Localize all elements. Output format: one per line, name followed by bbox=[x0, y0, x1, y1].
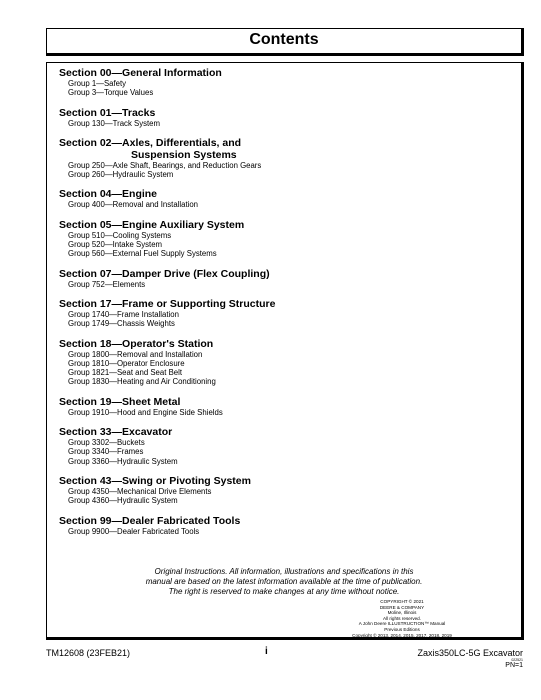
section-title-continuation: Suspension Systems bbox=[131, 148, 237, 161]
section-entry bbox=[59, 396, 499, 417]
copyright-line: Previous Editions bbox=[384, 626, 420, 632]
section-entry bbox=[59, 67, 499, 98]
page-number: i bbox=[265, 646, 268, 657]
disclaimer-line: The right is reserved to make changes at any time without notice. bbox=[168, 587, 400, 596]
section-entry bbox=[59, 219, 499, 259]
group-entry[interactable]: Group 752—Elements bbox=[68, 279, 146, 289]
group-entry[interactable]: Group 250—Axle Shaft, Bearings, and Reduction Gears bbox=[68, 160, 262, 170]
copyright-line: Copyright © 2013, 2014, 2015, 2017, 2018, 2019 bbox=[352, 632, 452, 638]
section-title-text: Section 07—Damper Drive (Flex Coupling) bbox=[59, 267, 270, 280]
section-title-text: Section 99—Dealer Fabricated Tools bbox=[59, 514, 241, 527]
section-title-text: Section 19—Sheet Metal bbox=[59, 395, 181, 408]
section-entry bbox=[59, 426, 499, 466]
group-entry[interactable]: Group 1800—Removal and Installation bbox=[68, 349, 203, 359]
section-entry bbox=[59, 515, 499, 536]
section-entry bbox=[59, 338, 499, 387]
section-title-text: Section 43—Swing or Pivoting System bbox=[59, 474, 251, 487]
copyright-line: All rights reserved. bbox=[382, 615, 422, 621]
section-title-text: Section 00—General Information bbox=[59, 67, 222, 79]
contents-header-box bbox=[46, 28, 524, 56]
section-title[interactable] bbox=[59, 107, 499, 119]
group-entry[interactable]: Group 510—Cooling Systems bbox=[68, 230, 172, 240]
group-entry[interactable]: Group 3302—Buckets bbox=[68, 438, 145, 448]
section-title[interactable] bbox=[59, 426, 499, 438]
disclaimer bbox=[47, 567, 521, 597]
page-title: Contents bbox=[249, 31, 319, 48]
section-title[interactable] bbox=[59, 475, 499, 487]
section-title-text: Section 33—Excavator bbox=[59, 426, 173, 439]
section-title[interactable] bbox=[59, 219, 499, 231]
pn-label: PN=1 bbox=[505, 662, 523, 669]
group-entry[interactable]: Group 3360—Hydraulic System bbox=[68, 456, 178, 466]
group-entry[interactable]: Group 1830—Heating and Air Conditioning bbox=[68, 377, 216, 387]
group-entry[interactable]: Group 1910—Hood and Engine Side Shields bbox=[68, 407, 223, 417]
group-entry[interactable]: Group 4350—Mechanical Drive Elements bbox=[68, 486, 212, 496]
section-title[interactable] bbox=[59, 67, 499, 79]
section-title[interactable] bbox=[59, 298, 499, 310]
group-entry[interactable]: Group 400—Removal and Installation bbox=[68, 200, 199, 210]
copyright-line: Moline, Illinois bbox=[387, 610, 417, 616]
copyright-notice bbox=[297, 599, 507, 638]
group-entry[interactable]: Group 3340—Frames bbox=[68, 447, 144, 457]
section-title[interactable] bbox=[59, 137, 499, 161]
group-entry[interactable]: Group 1740—Frame Installation bbox=[68, 309, 179, 319]
section-entry bbox=[59, 475, 499, 506]
group-entry[interactable]: Group 9900—Dealer Fabricated Tools bbox=[68, 526, 200, 536]
section-entry bbox=[59, 107, 499, 128]
group-entry[interactable]: Group 1749—Chassis Weights bbox=[68, 319, 175, 329]
group-entry[interactable]: Group 1821—Seat and Seat Belt bbox=[68, 368, 182, 378]
section-title[interactable] bbox=[59, 515, 499, 527]
contents-box bbox=[46, 62, 524, 640]
manual-id: TM12608 (23FEB21) bbox=[46, 648, 131, 658]
group-entry[interactable]: Group 1810—Operator Enclosure bbox=[68, 358, 185, 368]
section-title[interactable] bbox=[59, 268, 499, 280]
section-list bbox=[59, 67, 499, 545]
section-title[interactable] bbox=[59, 338, 499, 350]
section-entry bbox=[59, 298, 499, 329]
group-entry[interactable]: Group 1—Safety bbox=[68, 79, 127, 88]
copyright-line: A John Deere ILLUSTRUCTION™ Manual bbox=[358, 621, 446, 627]
group-entry[interactable]: Group 560—External Fuel Supply Systems bbox=[68, 249, 217, 259]
machine-model bbox=[417, 648, 523, 670]
group-entry[interactable]: Group 3—Torque Values bbox=[68, 88, 154, 98]
section-title-text: Section 04—Engine bbox=[59, 188, 158, 201]
section-title-text: Section 01—Tracks bbox=[59, 106, 156, 119]
group-entry[interactable]: Group 130—Track System bbox=[68, 118, 161, 128]
section-entry bbox=[59, 188, 499, 209]
machine-model-name: Zaxis350LC-5G Excavator bbox=[417, 648, 523, 658]
section-title-text: Section 18—Operator's Station bbox=[59, 337, 214, 350]
section-title[interactable] bbox=[59, 396, 499, 408]
group-entry[interactable]: Group 520—Intake System bbox=[68, 240, 163, 250]
copyright-line: COPYRIGHT © 2021 bbox=[380, 599, 424, 604]
section-title-text: Section 02—Axles, Differentials, and bbox=[59, 136, 242, 149]
disclaimer-line: manual are based on the latest information available at the time of publication. bbox=[145, 577, 423, 586]
section-entry bbox=[59, 137, 499, 180]
revision-code: 022521 bbox=[511, 658, 523, 662]
section-title-text: Section 05—Engine Auxiliary System bbox=[59, 218, 245, 231]
section-entry bbox=[59, 268, 499, 289]
section-title[interactable] bbox=[59, 188, 499, 200]
disclaimer-line: Original Instructions. All information, illustrations and specifications in this bbox=[154, 567, 414, 576]
section-title-text: Section 17—Frame or Supporting Structure bbox=[59, 297, 276, 310]
copyright-line: DEERE & COMPANY bbox=[379, 604, 425, 610]
group-entry[interactable]: Group 4360—Hydraulic System bbox=[68, 496, 178, 506]
group-entry[interactable]: Group 260—Hydraulic System bbox=[68, 170, 174, 180]
